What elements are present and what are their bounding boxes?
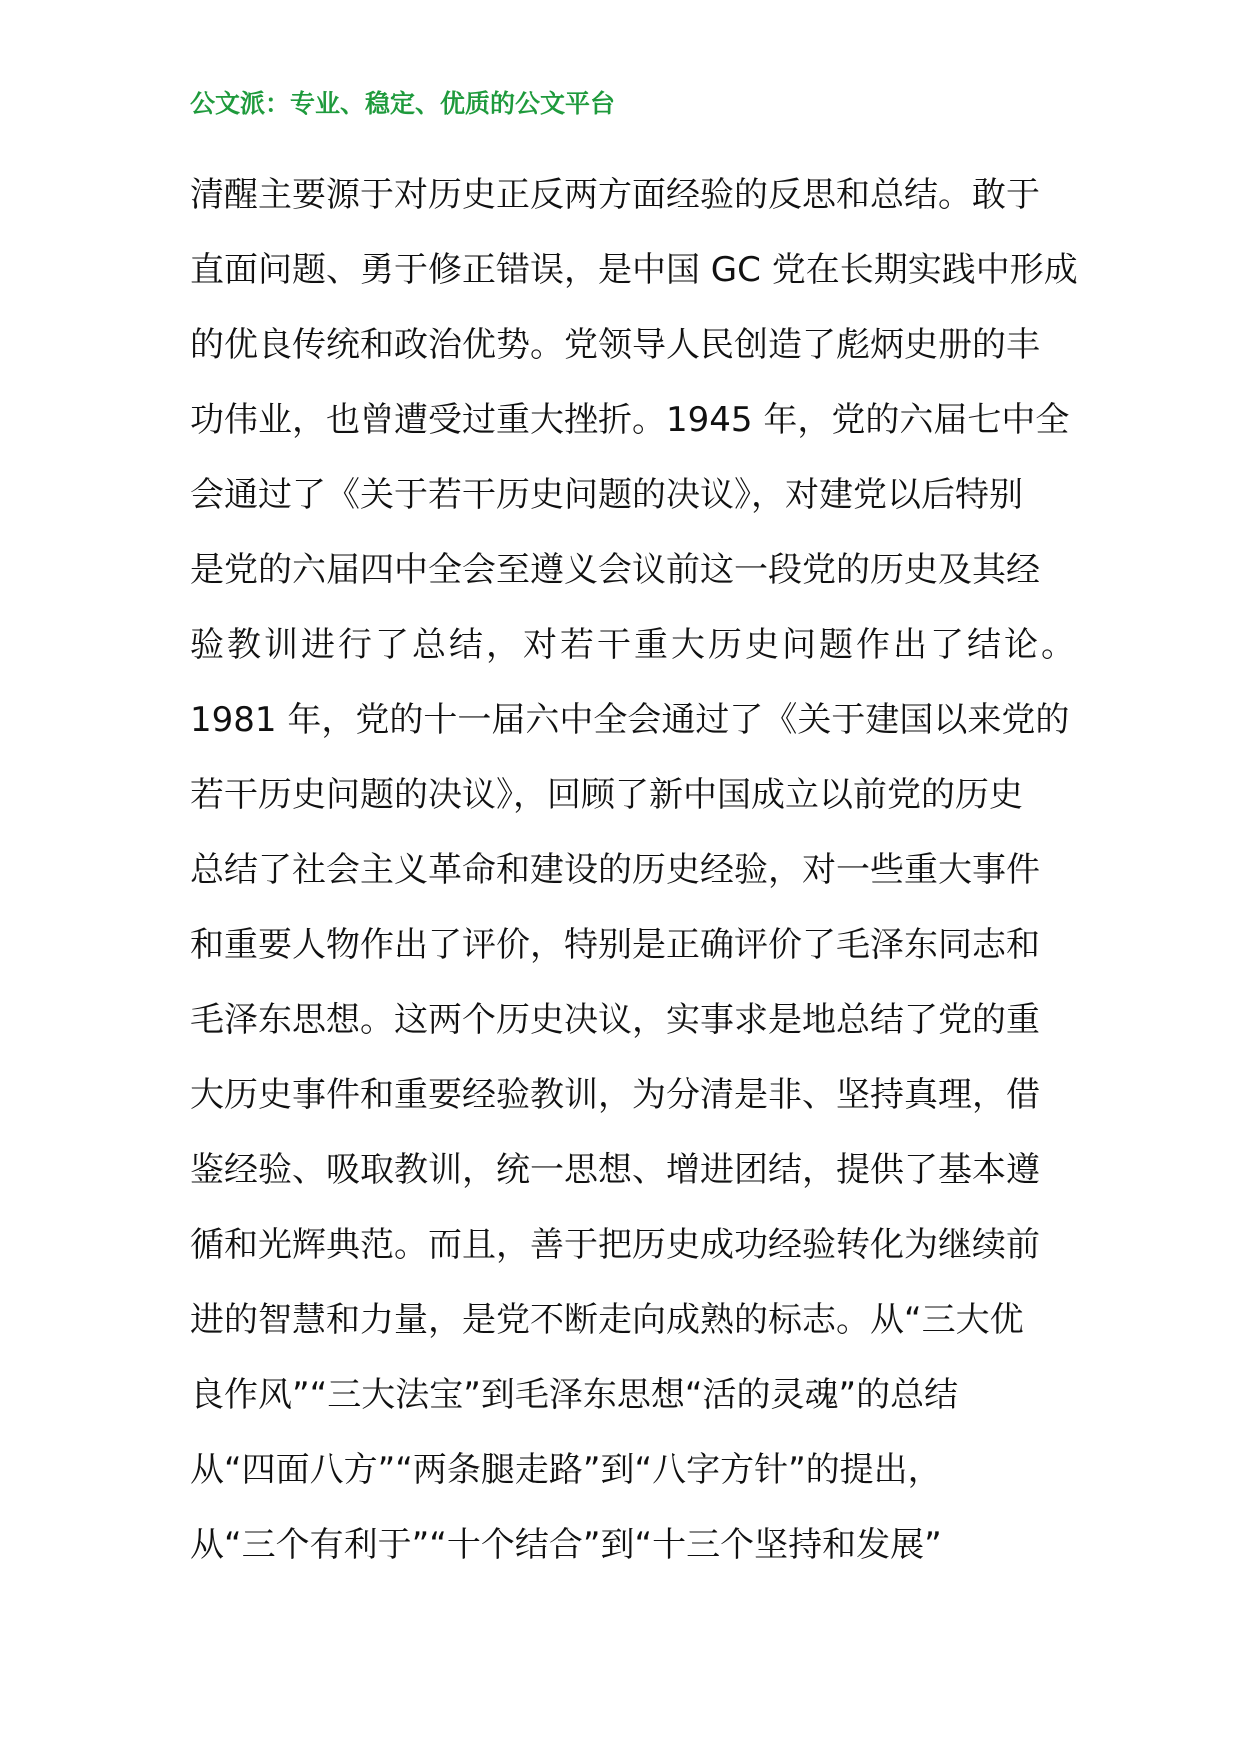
text-line: 直面问题、勇于修正错误，是中国 GC 党在长期实践中形成 <box>190 250 1078 290</box>
text-line: 循和光辉典范。而且，善于把历史成功经验转化为继续前 <box>190 1225 1040 1265</box>
body-paragraph <box>190 170 1090 1595</box>
text-line: 验教训进行了总结，对若干重大历史问题作出了结论。 <box>190 625 1078 665</box>
text-line: 毛泽东思想。这两个历史决议，实事求是地总结了党的重 <box>190 1000 1040 1040</box>
text-line: 鉴经验、吸取教训，统一思想、增进团结，提供了基本遵 <box>190 1150 1040 1190</box>
text-line: 若干历史问题的决议》，回顾了新中国成立以前党的历史 <box>190 775 1023 815</box>
text-line: 是党的六届四中全会至遵义会议前这一段党的历史及其经 <box>190 550 1040 590</box>
text-line: 功伟业，也曾遭受过重大挫折。1945 年，党的六届七中全 <box>190 400 1070 440</box>
text-line: 良作风”“三大法宝”到毛泽东思想“活的灵魂”的总结 <box>190 1375 959 1415</box>
page-header: 公文派：专业、稳定、优质的公文平台 <box>190 89 616 118</box>
text-line: 的优良传统和政治优势。党领导人民创造了彪炳史册的丰 <box>190 325 1040 365</box>
text-line: 1981 年，党的十一届六中全会通过了《关于建国以来党的 <box>190 700 1070 740</box>
text-line: 从“三个有利于”“十个结合”到“十三个坚持和发展” <box>190 1525 942 1565</box>
text-line: 会通过了《关于若干历史问题的决议》，对建党以后特别 <box>190 475 1023 515</box>
text-line: 和重要人物作出了评价，特别是正确评价了毛泽东同志和 <box>190 925 1040 965</box>
text-line: 进的智慧和力量，是党不断走向成熟的标志。从“三大优 <box>190 1300 1024 1340</box>
text-line: 从“四面八方”“两条腿走路”到“八字方针”的提出， <box>190 1450 942 1490</box>
text-line: 清醒主要源于对历史正反两方面经验的反思和总结。敢于 <box>190 175 1040 215</box>
text-line: 总结了社会主义革命和建设的历史经验，对一些重大事件 <box>190 850 1040 890</box>
text-line: 大历史事件和重要经验教训，为分清是非、坚持真理，借 <box>190 1075 1040 1115</box>
